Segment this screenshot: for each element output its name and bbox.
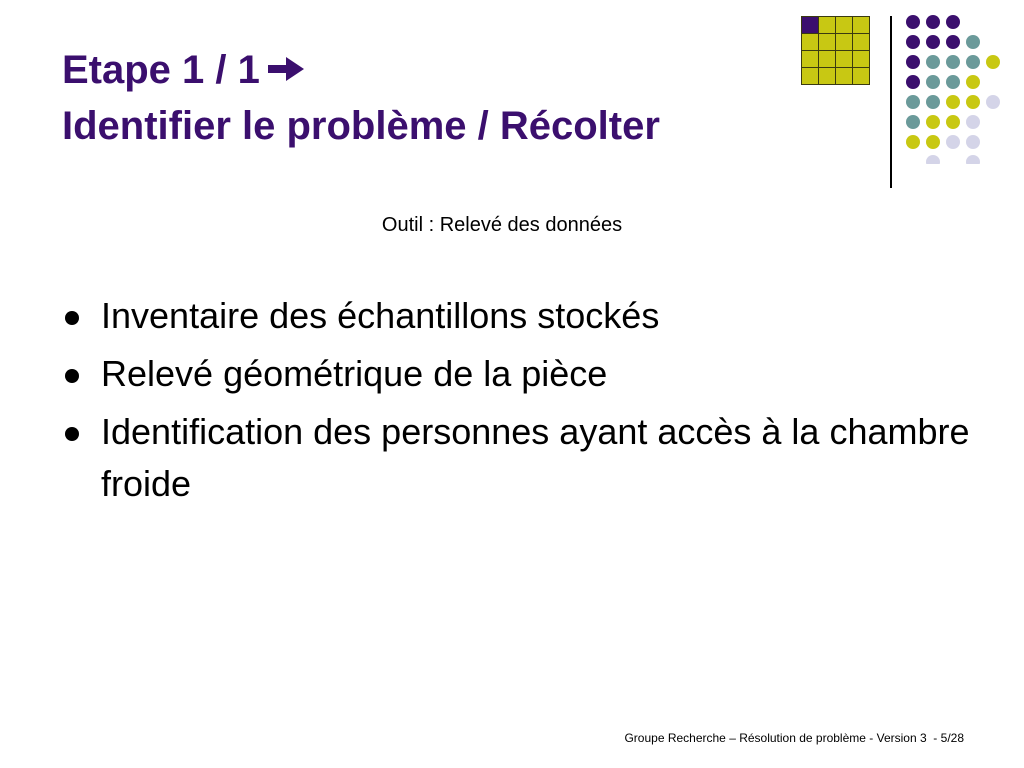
arrow-right-icon <box>266 54 306 84</box>
logo-divider <box>890 16 892 188</box>
dots-row-2 <box>906 35 980 49</box>
slide-footer: Groupe Recherche – Résolution de problème - Version 3 - 5/28 <box>624 731 964 745</box>
title-step-text: Etape 1 / 1 <box>62 48 260 92</box>
grid-logo <box>801 16 871 86</box>
bullet-dot-icon <box>65 311 79 325</box>
slide-subtitle: Outil : Relevé des données <box>381 214 623 236</box>
bullet-list <box>62 290 982 516</box>
dots-row-6 <box>906 115 980 129</box>
dots-row-7 <box>906 135 980 149</box>
dots-row-8 <box>926 155 980 164</box>
bullet-item <box>62 348 982 400</box>
dots-row-1 <box>906 15 960 29</box>
bullet-text: Identification des personnes ayant accès à la chambre froide <box>101 411 970 504</box>
bullet-text: Inventaire des échantillons stockés <box>101 295 660 336</box>
title-line-1 <box>62 42 660 98</box>
dots-row-5 <box>906 95 1000 109</box>
title-line-2: Identifier le problème / Récolter <box>62 104 660 148</box>
bullet-dot-icon <box>65 427 79 441</box>
dots-logo <box>905 14 1005 164</box>
bullet-item <box>62 290 982 342</box>
dots-row-4 <box>906 75 980 89</box>
slide-title <box>62 42 660 154</box>
dots-row-3 <box>906 55 1000 69</box>
bullet-dot-icon <box>65 369 79 383</box>
bullet-item <box>62 406 982 510</box>
bullet-text: Relevé géométrique de la pièce <box>101 353 608 394</box>
